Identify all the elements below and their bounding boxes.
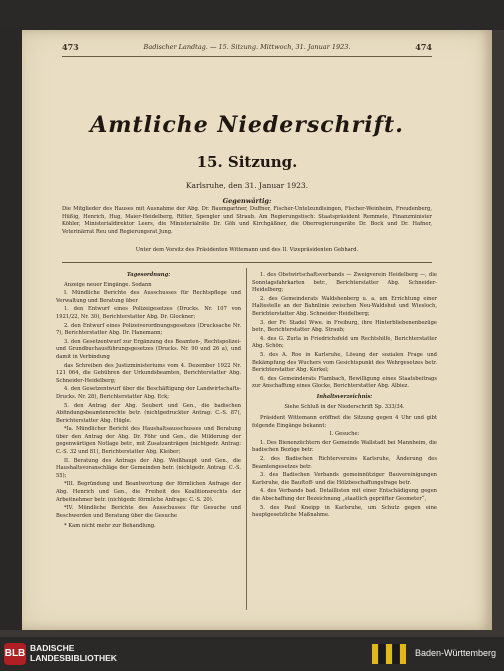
session-heading: 15. Sitzung. [196,153,298,171]
bw-coat-of-arms-icon [372,644,408,664]
column-divider [246,268,247,610]
scan-top-border [0,0,504,30]
petition-item: 3. der Fr. Stadel Wwe. in Freiburg, ihre Hinterbliebenenbezüge betr., Berichterstatter Abg. Straub; [252,319,437,334]
petition-received: 5. des Paul Kneipp in Karlsruhe, um Schutz gegen eine hauptgesetzliche Maßnahme. [252,504,437,519]
scan-left-border [0,30,22,630]
viewer-footer [0,637,504,671]
contents-heading: Inhaltsverzeichnis: [316,393,373,400]
agenda-item: 1. den Entwurf eines Polizeigesetzes (Drucks. Nr. 107 von 1921/22, Nr. 30), Berichterstatter Abg. Dr. Glockner; [56,306,241,320]
present-heading: Gegenwärtig: [222,197,272,205]
agenda-item: 2. den Entwurf eines Polizeiverordnungsgesetzes (Drucksache Nr. 7), Berichterstatter Abg. Dr. Hanemann; [56,322,241,337]
bw-stripe [372,644,378,664]
running-header [62,42,432,54]
agenda-item: 4. den Gesetzentwurf über die Beschäftigung der Landwirtschafts-Drucks. Nr. 28), Berichterstatter Abg. Eck; [56,386,241,400]
running-head-text: Badischer Landtag. — 15. Sitzung. Mittwoch, 31. Januar 1923. [143,43,351,51]
page-number-left: 473 [62,42,79,52]
petition-received: 2. des Badischen Richtervereins Karlsruhe, Änderung des Beamtengesetzes betr. [252,456,437,470]
bw-stripe [393,644,399,664]
section-rule [62,262,432,263]
petition-item: 5. des A. Roe in Karlsruhe, Lösung der sozialen Frage und Bekämpfung des Wuchers vom Gesichtspunkt des Wehrgesetzes betr. Berichterstatter Abg. Kerkel; [252,351,437,374]
footnote: * Kam nicht mehr zur Behandlung. [64,523,156,530]
agenda-item: *Ia. Mündlicher Bericht des Haushaltsausschusses und Beratung über den Antrag der Abg. Dr. Föhr und Gen., die Milderung der gegenwärtigen Notlage betr., mit Zusatzanträgen (nichtgedr. Antrag: C.-S. 32 und 81), Berichterstatter Abg. Kleiber; [56,426,241,456]
contents-reference: Siehe Schluß in der Niederschrift Sp. 333/34. [284,403,405,410]
document-title: Amtliche Niederschrift. [90,112,404,138]
agenda-heading: Tagesordnung: [126,272,171,278]
petition-item: 4. des G. Zurla in Friedrichsfeld um Rechtshilfe, Berichterstatter Abg. Schön; [252,335,437,350]
agenda-item: das Schreiben des Justizministeriums vom 4. Dezember 1922 Nr. 121 064, die Gebühren der Urkundsbeamten, Berichterstatter Abg. Schneider-Heidelberg; [56,362,241,384]
agenda-item: I. Mündliche Berichte des Ausschusses für Rechtspflege und Verwaltung und Beratung über [56,290,241,304]
chair-line: Unter dem Vorsitz des Präsidenten Wittemann und des II. Vizepräsidenten Gebhard. [135,247,359,253]
opening-paragraph: Präsident Wittemann eröffnet die Sitzung gegen 4 Uhr und gibt folgende Eingänge bekannt: [252,415,437,429]
library-name-line2: LANDESBIBLIOTHEK [30,653,117,663]
members-paragraph: Die Mitglieder des Hauses mit Ausnahme der Abg. Dr. Baumgartner, Duffner, Fischer-Untelzundisingen, Fischer-Weinheim, Freudenberg, Hüßig, Henrich, Hug, Maier-Heidelberg, Ritter, Spengler und Straub. Am Regierungstisch: Staatspräsident Remmele, Finanzminister Köhler, Ministerialdirektor Leers, die Ministerialräte Dr. Göh und Kirchgäßner, die Oberregierungsräte Dr. Bock und Dr. Hafner, Veterinärrat Reu und Regierungsrat Jung. [62,206,432,235]
bw-stripe [400,644,406,664]
agenda-item: II. Beratung des Antrags der Abg. Weißhaupt und Gen., die Haushaltsvoranschläge der Gemeinden betr. (nichtgedr. Antrag: C.-S. 55); [56,457,241,479]
right-column [252,272,437,521]
left-column [56,272,241,532]
bw-stripe [379,644,385,664]
petition-item: 2. des Gemeinderats Waldshenberg u. a. um Errichtung einer Haltestelle an der Bahnlinie zwischen Neu-Waldshut und Wiesloch, Berichterstatter Abg. Schneider-Heidelberg; [252,295,437,317]
library-name[interactable] [30,643,117,663]
page-number-right: 474 [415,42,432,52]
petitions-heading: I. Gesuche: [329,431,360,438]
petition-received: 3. des Badischen Verbands gemeinnütziger Bauvereinigungen Karlsruhe, die Bauftoff- und die Hölzbeschaffungsfrage betr. [252,472,437,486]
agenda-item: 5. den Antrag der Abg. Seubert und Gen., die badischen Abfindungsbeamtenrechte betr. (nichtgedruckter Antrag: C.-S. 87), Berichterstatter Abg. Hügle. [56,402,241,424]
agenda-item: Anzeige neuer Eingänge. Sodann [64,281,152,288]
library-name-line1: BADISCHE [30,643,75,653]
date-line: Karlsruhe, den 31. Januar 1923. [185,181,309,190]
petition-item: 6. des Gemeinderats Flambach, Bewilligung eines Staatsbeitrags zur Anschaffung eines Glocke, Berichterstatter Abg. Albiez. [252,375,437,390]
petition-received: 1. Des Bienenzüchtern der Gemeinde Wallstadt bei Mannheim, die badischen Bezüge betr. [252,439,437,454]
agenda-item: *III. Begründung und Beantwortung der förmlichen Anfrage der Abg. Henrich und Gen., die Freiheit des Koalitionsrechts der Arbeitnehmer betr. (nichtgedr. förmliche Anfrage: C.-S. 20). [56,481,241,503]
agenda-item: 3. den Gesetzentwurf zur Ergänzung des Beamten-, Rechtspolizei- und Grundbuchausführungsgesetzes (Drucks. Nr. 90 und 26 a), und damit in Verbindung [56,338,241,360]
bw-stripe [386,644,392,664]
header-rule [62,56,432,57]
petition-received: 4. des Verbands bad. Detaillisten mit einer Entschädigung gegen die Abschaffung der Bezeichnung „staatlich geprüfter Geometer“, [252,488,437,503]
region-name[interactable]: Baden-Württemberg [414,648,496,658]
agenda-item: *IV. Mündliche Berichte des Ausschusses für Gesuche und Beschwerden und Beratung über die Gesuche [56,505,241,519]
petition-item: 1. des Obstwirtschaftsverbands — Zweigverein Heidelberg —, die Sonntagsfahrkarten betr., Berichterstatter Abg. Schneider-Heidelberg; [252,272,437,294]
blb-logo[interactable]: BLB [4,643,26,665]
